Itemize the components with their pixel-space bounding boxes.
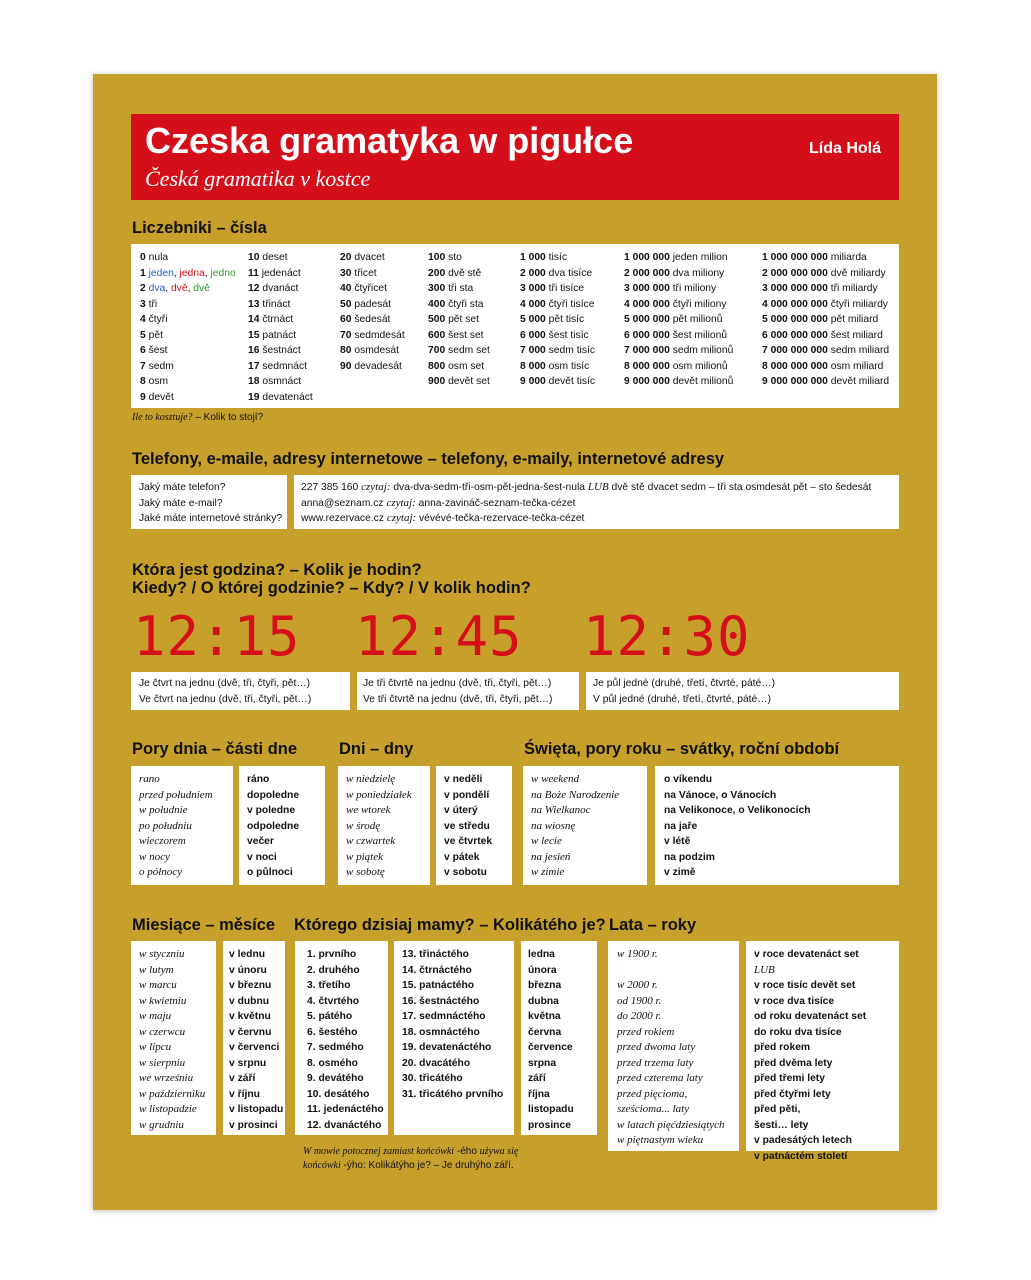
year-pl-item bbox=[617, 963, 725, 979]
months-heading: Miesiące – měsíce bbox=[132, 916, 276, 934]
month-genitive-item: září bbox=[528, 1073, 546, 1084]
clock-1245: 12:45 bbox=[355, 605, 523, 668]
month-genitive-item: března bbox=[528, 980, 562, 991]
year-pl-item: od 1900 r. bbox=[617, 994, 662, 1007]
days-pl bbox=[338, 766, 430, 885]
year-cz-item: v padesátých letech bbox=[754, 1135, 852, 1146]
num-row: 9 000 000 000 devět miliard bbox=[762, 376, 890, 387]
month-cz-item: v listopadu bbox=[229, 1104, 284, 1115]
date-item: 8. osmého bbox=[307, 1057, 358, 1069]
month-cz-item: v srpnu bbox=[229, 1057, 267, 1069]
num-row: 1 000 000 000 miliarda bbox=[762, 252, 867, 263]
clock-1230: 12:30 bbox=[583, 605, 751, 668]
month-pl-item: w czerwcu bbox=[139, 1025, 186, 1038]
num-row: 19 devatenáct bbox=[248, 391, 313, 403]
num-row: 80 osmdesát bbox=[340, 345, 399, 356]
num-row: 4 000 000 čtyři miliony bbox=[624, 298, 727, 310]
time-box-1215 bbox=[131, 672, 350, 710]
date-item: 3. třetího bbox=[307, 980, 351, 991]
month-pl-item: w marcu bbox=[139, 979, 177, 991]
date-item: 4. čtvrtého bbox=[307, 995, 360, 1007]
daytime-cz-item: dopoledne bbox=[247, 789, 300, 801]
daytime-cz-item: ráno bbox=[247, 774, 270, 785]
year-pl-item: przed pięcioma, bbox=[617, 1087, 688, 1100]
year-pl-item: w piętnastym wieku bbox=[617, 1134, 704, 1146]
date-item: 13. třináctého bbox=[402, 949, 469, 960]
month-genitive-item: srpna bbox=[528, 1057, 557, 1069]
date-item: 15. patnáctého bbox=[402, 980, 475, 991]
holiday-pl-item: w weekend bbox=[531, 773, 579, 785]
num-row: 1 jeden, jedna, jedno bbox=[140, 267, 236, 279]
num-row: 17 sedmnáct bbox=[248, 360, 307, 372]
month-pl-item: w październiku bbox=[139, 1087, 206, 1100]
num-row: 7 000 sedm tisíc bbox=[520, 345, 596, 356]
year-cz-item: šesti… lety bbox=[754, 1119, 809, 1131]
year-cz-item: před pěti, bbox=[754, 1104, 801, 1115]
time-phrase: V půl jedné (druhé, třetí, čtvrté, páté…) bbox=[593, 693, 771, 705]
num-row: 900 devět set bbox=[428, 376, 490, 387]
num-row: 70 sedmdesát bbox=[340, 329, 405, 341]
daytime-pl-item: w nocy bbox=[139, 850, 170, 863]
num-row: 200 dvě stě bbox=[428, 267, 482, 279]
month-cz-item: v únoru bbox=[229, 964, 267, 976]
num-row: 50 padesát bbox=[340, 298, 391, 310]
num-row: 16 šestnáct bbox=[248, 345, 301, 356]
num-row: 6 000 šest tisíc bbox=[520, 329, 589, 341]
year-cz-item: před čtyřmi lety bbox=[754, 1088, 831, 1100]
month-genitive-item: října bbox=[528, 1088, 550, 1100]
date-item: 14. čtrnáctého bbox=[402, 964, 472, 976]
year-cz-item: od roku devatenáct set bbox=[754, 1011, 867, 1022]
num-row: 7 sedm bbox=[140, 360, 174, 372]
num-row: 11 jedenáct bbox=[248, 267, 301, 279]
month-pl-item: w lutym bbox=[139, 963, 174, 976]
daytime-cz-item: v noci bbox=[247, 851, 277, 863]
num-row: 1 000 tisíc bbox=[520, 252, 567, 263]
num-row: 3 tři bbox=[140, 298, 158, 310]
num-row: 4 000 000 000 čtyři miliardy bbox=[762, 298, 888, 310]
num-row: 3 000 000 tři miliony bbox=[624, 283, 717, 294]
month-genitive-item: ledna bbox=[528, 949, 555, 960]
num-row: 5 pět bbox=[140, 329, 163, 341]
time-phrase: Je tři čtvrtě na jednu (dvě, tři, čtyři, pět…) bbox=[363, 678, 552, 689]
dates-col-2 bbox=[394, 941, 514, 1135]
month-genitive-item: dubna bbox=[528, 995, 559, 1007]
holiday-cz-item: na podzim bbox=[664, 851, 715, 863]
author-name: Lída Holá bbox=[808, 140, 881, 157]
day-cz-item: v úterý bbox=[444, 805, 478, 816]
num-row: 4 čtyři bbox=[140, 314, 168, 325]
time-box-1230 bbox=[586, 672, 899, 710]
num-row: 5 000 000 000 pět miliard bbox=[762, 314, 879, 325]
num-row: 2 000 000 dva miliony bbox=[624, 267, 725, 279]
num-row: 9 000 000 devět milionů bbox=[624, 376, 734, 387]
months-cz bbox=[223, 941, 285, 1135]
page-subtitle: Česká gramatika v kostce bbox=[145, 166, 371, 191]
month-cz-item: v březnu bbox=[229, 980, 272, 991]
date-item: 6. šestého bbox=[307, 1026, 358, 1038]
month-genitive-item: července bbox=[528, 1042, 573, 1053]
num-row: 3 000 000 000 tři miliardy bbox=[762, 283, 878, 294]
dates-col-1 bbox=[295, 941, 388, 1135]
date-item: 9. devátého bbox=[307, 1073, 364, 1084]
days-heading: Dni – dny bbox=[339, 740, 414, 758]
phones-questions bbox=[131, 475, 287, 529]
month-cz-item: v dubnu bbox=[229, 995, 270, 1007]
year-cz-item: před dvěma lety bbox=[754, 1057, 833, 1069]
holiday-pl-item: na Boże Narodzenie bbox=[531, 788, 620, 801]
month-cz-item: v květnu bbox=[229, 1011, 271, 1022]
num-row: 5 000 pět tisíc bbox=[520, 314, 585, 325]
day-pl-item: w czwartek bbox=[346, 835, 396, 847]
num-row: 18 osmnáct bbox=[248, 376, 302, 387]
num-row: 400 čtyři sta bbox=[428, 298, 484, 310]
num-row: 7 000 000 000 sedm miliard bbox=[762, 345, 890, 356]
month-pl-item: we wrześniu bbox=[139, 1072, 194, 1084]
daytime-pl-item: po południu bbox=[139, 819, 192, 832]
num-row: 15 patnáct bbox=[248, 329, 297, 341]
web-answer: www.rezervace.cz czytaj: vévévé-tečka-rezervace-tečka-cézet bbox=[301, 512, 585, 524]
num-row: 700 sedm set bbox=[428, 345, 490, 356]
year-cz-item: v roce dva tisíce bbox=[754, 995, 835, 1007]
holiday-pl-item: w zimie bbox=[531, 866, 565, 878]
daytime-cz-item: o půlnoci bbox=[247, 867, 293, 878]
month-genitive-item: května bbox=[528, 1011, 561, 1022]
daytime-pl-item: przed południem bbox=[139, 788, 213, 801]
day-pl-item: we wtorek bbox=[346, 804, 391, 816]
num-row: 3 000 tři tisíce bbox=[520, 283, 585, 294]
year-cz-item: před třemi lety bbox=[754, 1073, 825, 1084]
num-row: 2 dva, dvě, dvě bbox=[140, 283, 210, 294]
dates-col-3 bbox=[521, 941, 597, 1135]
phone-question: Jaký máte e-mail? bbox=[139, 497, 223, 509]
month-pl-item: w styczniu bbox=[139, 948, 185, 960]
day-cz-item: v neděli bbox=[444, 774, 483, 785]
num-row: 40 čtyřicet bbox=[340, 283, 387, 294]
num-row: 90 devadesát bbox=[340, 360, 402, 372]
num-row: 1 000 000 jeden milion bbox=[624, 252, 728, 263]
date-item: 11. jedenáctého bbox=[307, 1104, 384, 1115]
date-item: 19. devatenáctého bbox=[402, 1042, 492, 1053]
phones-heading: Telefony, e-maile, adresy internetowe – telefony, e-maily, internetové adresy bbox=[132, 450, 725, 468]
holiday-cz-item: v zimě bbox=[664, 867, 696, 878]
day-pl-item: w piątek bbox=[346, 850, 383, 863]
day-pl-item: w niedzielę bbox=[346, 773, 396, 785]
day-pl-item: w poniedziałek bbox=[346, 788, 412, 801]
year-pl-item: przed trzema laty bbox=[617, 1056, 694, 1069]
month-cz-item: v červenci bbox=[229, 1042, 280, 1053]
day-cz-item: v pondělí bbox=[444, 789, 490, 801]
num-row: 800 osm set bbox=[428, 360, 485, 372]
num-row: 5 000 000 pět milionů bbox=[624, 314, 723, 325]
email-answer: anna@seznam.cz czytaj: anna-zavináč-seznam-tečka-cézet bbox=[301, 496, 576, 509]
dates-heading: Którego dzisiaj mamy? – Kolikátého je? bbox=[294, 916, 606, 934]
num-row: 10 deset bbox=[248, 252, 288, 263]
phones-answers bbox=[294, 475, 899, 529]
holiday-cz-item: na Velikonoce, o Velikonocích bbox=[664, 805, 811, 816]
daytime-pl-item: w południe bbox=[139, 804, 188, 816]
num-row: 6 000 000 šest milionů bbox=[624, 329, 728, 341]
numbers-col-units bbox=[140, 250, 236, 405]
month-genitive-item: listopadu bbox=[528, 1104, 574, 1115]
daytime-cz-item: v poledne bbox=[247, 805, 296, 816]
day-pl-item: w sobotę bbox=[346, 866, 385, 878]
numbers-heading: Liczebniki – čísla bbox=[132, 219, 267, 237]
date-item: 31. třicátého prvního bbox=[402, 1088, 504, 1100]
month-pl-item: w kwietniu bbox=[139, 994, 187, 1007]
year-cz-item: před rokem bbox=[754, 1042, 811, 1053]
years-pl bbox=[608, 941, 739, 1151]
time-heading-2: Kiedy? / O której godzinie? – Kdy? / V kolik hodin? bbox=[132, 579, 531, 597]
daytime-pl-item: rano bbox=[139, 773, 160, 785]
numbers-table bbox=[131, 244, 899, 408]
holiday-cz-item: na Vánoce, o Vánocích bbox=[664, 789, 777, 801]
dates-note: W mowie potocznej zamiast końcówki -ého używa się końcówki -ýho: Kolikátýho je? – Je druhýho září. bbox=[303, 1146, 519, 1171]
months-pl bbox=[131, 941, 216, 1135]
daytime-pl-item: o północy bbox=[139, 866, 183, 878]
num-row: 4 000 čtyři tisíce bbox=[520, 298, 595, 310]
day-pl-item: w środę bbox=[346, 819, 381, 832]
poster-sheet bbox=[93, 74, 937, 1210]
days-cz bbox=[436, 766, 512, 885]
time-box-1245 bbox=[357, 672, 579, 710]
num-row: 9 devět bbox=[140, 391, 174, 403]
date-item: 18. osmnáctého bbox=[402, 1026, 480, 1038]
num-row: 8 000 000 osm milionů bbox=[624, 360, 728, 372]
numbers-col-billions bbox=[762, 250, 889, 390]
num-row: 20 dvacet bbox=[340, 252, 385, 263]
daytime-cz-item: večer bbox=[247, 836, 274, 847]
day-cz-item: v sobotu bbox=[444, 867, 487, 878]
num-row: 60 šedesát bbox=[340, 314, 391, 325]
day-cz-item: ve čtvrtek bbox=[444, 836, 493, 847]
year-pl-item: przed dwoma laty bbox=[617, 1041, 696, 1053]
year-pl-item: przed czterema laty bbox=[617, 1072, 703, 1084]
month-genitive-item: prosince bbox=[528, 1119, 571, 1131]
num-row: 12 dvanáct bbox=[248, 283, 299, 294]
time-phrase: Je půl jedné (druhé, třetí, čtvrté, páté…) bbox=[593, 678, 776, 689]
num-row: 300 tři sta bbox=[428, 283, 474, 294]
year-pl-item: w latach pięćdziesiątych bbox=[617, 1118, 725, 1131]
month-pl-item: w listopadzie bbox=[139, 1103, 197, 1115]
holiday-cz-item: v létě bbox=[664, 836, 691, 847]
num-row: 500 pět set bbox=[428, 314, 479, 325]
num-row: 0 nula bbox=[140, 252, 169, 263]
num-row: 2 000 dva tisíce bbox=[520, 267, 593, 279]
year-cz-item: v roce tisíc devět set bbox=[754, 980, 856, 991]
years-heading: Lata – roky bbox=[609, 916, 697, 934]
date-item: 16. šestnáctého bbox=[402, 995, 480, 1007]
num-row: 30 třicet bbox=[340, 267, 377, 279]
phone-answer: 227 385 160 czytaj: dva-dva-sedm-tři-osm-pět-jedna-šest-nula LUB dvě stě dvacet sedm – tři sta osmdesát pět – sto šedesát bbox=[301, 481, 872, 493]
date-item: 7. sedmého bbox=[307, 1042, 364, 1053]
header-banner bbox=[131, 114, 899, 200]
num-row: 9 000 devět tisíc bbox=[520, 376, 596, 387]
num-row: 6 000 000 000 šest miliard bbox=[762, 329, 883, 341]
month-genitive-item: února bbox=[528, 964, 557, 976]
year-cz-item: LUB bbox=[754, 963, 775, 976]
num-row: 8 000 000 000 osm miliard bbox=[762, 360, 884, 372]
year-pl-item: w 1900 r. bbox=[617, 948, 658, 960]
numbers-col-hundreds bbox=[428, 250, 490, 390]
month-cz-item: v lednu bbox=[229, 949, 266, 960]
holiday-cz-item: na jaře bbox=[664, 820, 698, 832]
date-item: 30. třicátého bbox=[402, 1073, 463, 1084]
holiday-pl-item: na wiosnę bbox=[531, 819, 576, 832]
day-cz-item: v pátek bbox=[444, 851, 480, 863]
daytime-pl-item: wieczorem bbox=[139, 835, 186, 847]
time-phrase: Je čtvrt na jednu (dvě, tři, čtyři, pět…) bbox=[139, 678, 311, 689]
num-row: 6 šest bbox=[140, 345, 168, 356]
daytime-heading: Pory dnia – části dne bbox=[132, 740, 298, 758]
year-pl-item: sześcioma... laty bbox=[617, 1103, 690, 1115]
month-cz-item: v prosinci bbox=[229, 1119, 278, 1131]
numbers-col-millions bbox=[624, 250, 733, 390]
phone-question: Jaký máte telefon? bbox=[139, 482, 226, 493]
month-pl-item: w grudniu bbox=[139, 1118, 184, 1131]
numbers-col-tens bbox=[340, 250, 405, 374]
numbers-col-thousands bbox=[520, 250, 595, 390]
holiday-pl-item: w lecie bbox=[531, 835, 562, 847]
num-row: 7 000 000 sedm milionů bbox=[624, 345, 734, 356]
num-row: 8 osm bbox=[140, 376, 169, 387]
day-cz-item: ve středu bbox=[444, 820, 490, 832]
num-row: 2 000 000 000 dvě miliardy bbox=[762, 267, 886, 279]
month-cz-item: v říjnu bbox=[229, 1088, 260, 1100]
phone-question: Jaké máte internetové stránky? bbox=[139, 513, 283, 524]
year-cz-item: v patnáctém století bbox=[754, 1150, 848, 1162]
year-pl-item: w 2000 r. bbox=[617, 979, 658, 991]
clock-1215: 12:15 bbox=[133, 605, 301, 668]
daytime-pl bbox=[131, 766, 233, 885]
date-item: 17. sedmnáctého bbox=[402, 1011, 486, 1022]
month-pl-item: w maju bbox=[139, 1010, 172, 1022]
numbers-note: Ile to kosztuje? – Kolik to stojí? bbox=[132, 412, 264, 423]
month-pl-item: w lipcu bbox=[139, 1041, 172, 1053]
holiday-pl-item: na Wielkanoc bbox=[531, 804, 591, 816]
daytime-cz-item: odpoledne bbox=[247, 820, 300, 832]
year-cz-item: v roce devatenáct set bbox=[754, 949, 859, 960]
num-row: 100 sto bbox=[428, 252, 462, 263]
year-pl-item: do 2000 r. bbox=[617, 1010, 662, 1022]
daytime-cz bbox=[239, 766, 325, 885]
date-item: 5. pátého bbox=[307, 1011, 353, 1022]
month-pl-item: w sierpniu bbox=[139, 1056, 186, 1069]
month-cz-item: v září bbox=[229, 1073, 256, 1084]
year-cz-item: do roku dva tisíce bbox=[754, 1026, 842, 1038]
holidays-cz bbox=[655, 766, 899, 885]
holiday-cz-item: o víkendu bbox=[664, 774, 713, 785]
date-item: 10. desátého bbox=[307, 1088, 370, 1100]
years-cz bbox=[746, 941, 899, 1162]
num-row: 600 šest set bbox=[428, 329, 484, 341]
date-item: 2. druhého bbox=[307, 964, 360, 976]
time-heading-1: Która jest godzina? – Kolik je hodin? bbox=[132, 561, 422, 579]
month-cz-item: v červnu bbox=[229, 1026, 272, 1038]
holidays-heading: Święta, pory roku – svátky, roční období bbox=[524, 740, 840, 758]
date-item: 1. prvního bbox=[307, 949, 357, 960]
page-title: Czeska gramatyka w pigułce bbox=[145, 120, 634, 161]
date-item: 12. dvanáctého bbox=[307, 1119, 382, 1131]
numbers-col-teens bbox=[248, 250, 313, 405]
time-phrase: Ve tři čtvrtě na jednu (dvě, tři, čtyři, pět…) bbox=[363, 693, 553, 705]
holidays-pl bbox=[523, 766, 647, 885]
month-genitive-item: června bbox=[528, 1026, 562, 1038]
num-row: 13 třináct bbox=[248, 298, 291, 310]
holiday-pl-item: na jesień bbox=[531, 850, 571, 863]
num-row: 14 čtrnáct bbox=[248, 314, 294, 325]
date-item: 20. dvacátého bbox=[402, 1057, 471, 1069]
year-pl-item: przed rokiem bbox=[617, 1025, 675, 1038]
num-row: 8 000 osm tisíc bbox=[520, 360, 590, 372]
time-phrase: Ve čtvrt na jednu (dvě, tři, čtyři, pět…) bbox=[139, 693, 312, 705]
